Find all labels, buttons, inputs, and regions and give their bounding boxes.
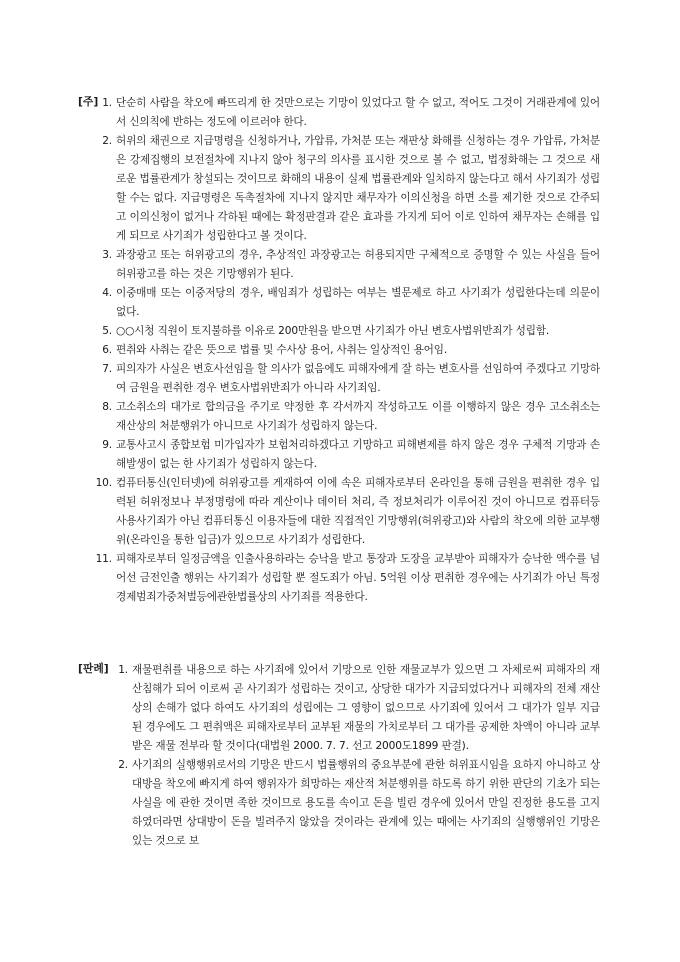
item-number: 9. [102, 439, 112, 451]
item-text: 과장광고 또는 허위광고의 경우, 추상적인 과장광고는 허용되지만 구체적으로 증명할 수 있는 사실을 들어 허위광고를 하는 것은 기망행위가 된다. [116, 249, 600, 280]
item-number: 1. [118, 664, 128, 676]
note-item [78, 550, 600, 607]
item-text: 컴퓨터통신(인터넷)에 허위광고를 게재하여 이에 속은 피해자로부터 온라인을 통해 금원을 편취한 경우 입력된 허위정보나 부정명령에 따라 계산이나 데이터 처리, 즉 정보처리가 이루어진 것이 아니므로 컴퓨터등사용사기죄가 아닌 컴퓨터통신 이용자들에 대한 직접적인 기망행위(허위광고)와 사람의 착오에 의한 교부행위(온라인을 통한 입금)가 있으므로 사기죄가 성립한다. [116, 477, 600, 546]
notes-list [78, 94, 600, 607]
item-text: 피해자로부터 일정금액을 인출사용하라는 승낙을 받고 통장과 도장을 교부받아 피해자가 승낙한 액수를 넘어선 금전인출 행위는 사기죄가 성립할 뿐 절도죄가 아님. 5억원 이상 편취한 경우에는 사기죄가 아닌 특정경제범죄가중처벌등에관한법률상의 사기죄를 적용한다. [116, 553, 600, 603]
case-item [78, 661, 600, 756]
item-number: 4. [102, 287, 112, 299]
notes-tag: [주] [78, 95, 99, 108]
note-item [78, 398, 600, 436]
note-item [78, 474, 600, 550]
notes-section [78, 94, 600, 607]
note-item [78, 132, 600, 246]
item-number: 3. [102, 249, 112, 261]
item-text: 사기죄의 실행행위로서의 기망은 반드시 법률행위의 중요부분에 관한 허위표시임을 요하지 아니하고 상대방을 착오에 빠지게 하여 행위자가 희망하는 재산적 처분행위를 하도록 하기 위한 판단의 기초가 되는 사실을 에 관한 것이면 족한 것이므로 용도를 속이고 돈을 빌린 경우에 있어서 만일 진정한 용도를 고지하였더라면 상대방이 돈을 빌려주지 않았을 것이라는 관계에 있는 때에는 사기죄의 실행행위인 기망은 있는 것으로 보 [132, 759, 600, 847]
item-number: 2. [102, 135, 112, 147]
item-number: 5. [102, 325, 112, 337]
item-number: 11. [95, 553, 112, 565]
cases-list [78, 661, 600, 851]
cases-tag: [판례] [78, 662, 109, 675]
note-item [78, 284, 600, 322]
item-text: 교통사고시 종합보험 미가입자가 보험처리하겠다고 기망하고 피해변제를 하지 않은 경우 구체적 기망과 손해발생이 없는 한 사기죄가 성립하지 않는다. [116, 439, 600, 470]
note-item [78, 246, 600, 284]
item-number: 10. [95, 477, 112, 489]
note-item [78, 360, 600, 398]
cases-section [78, 661, 600, 851]
item-text: 피의자가 사실은 변호사선임을 할 의사가 없음에도 피해자에게 잘 하는 변호사를 선임하여 주겠다고 기망하여 금원을 편취한 경우 변호사법위반죄가 아니라 사기죄임. [116, 363, 600, 394]
case-item [78, 756, 600, 851]
item-number: 1. [102, 97, 112, 109]
item-number: 2. [118, 759, 128, 771]
item-text: ○○시청 직원이 토지불하를 이유로 200만원을 받으면 사기죄가 아닌 변호사법위반죄가 성립함. [116, 325, 550, 337]
item-number: 7. [102, 363, 112, 375]
item-number: 6. [102, 344, 112, 356]
item-text: 편취와 사취는 같은 뜻으로 법률 및 수사상 용어, 사취는 일상적인 용어임. [116, 344, 448, 356]
item-text: 단순히 사람을 착오에 빠뜨리게 한 것만으로는 기망이 있었다고 할 수 없고, 적어도 그것이 거래관계에 있어서 신의칙에 반하는 정도에 이르러야 한다. [116, 97, 600, 128]
note-item [78, 436, 600, 474]
note-item [78, 94, 600, 132]
item-text: 고소취소의 대가로 합의금을 주기로 약정한 후 각서까지 작성하고도 이를 이행하지 않은 경우 고소취소는 재산상의 처분행위가 아니므로 사기죄가 성립하지 않는다. [116, 401, 600, 432]
item-text: 이중매매 또는 이중저당의 경우, 배임죄가 성립하는 여부는 별문제로 하고 사기죄가 성립한다는데 의문이 없다. [116, 287, 600, 318]
note-item [78, 341, 600, 360]
item-text: 허위의 채권으로 지급명령을 신청하거나, 가압류, 가처분 또는 재판상 화해를 신청하는 경우 가압류, 가처분은 강제집행의 보전절차에 지나지 않아 청구의 의사를 표시한 것으로 볼 수 없고, 법정화해는 그 것으로 새로운 법률관계가 창설되는 것이므로 화해의 내용이 실제 법률관계와 일치하지 않는다고 해서 사기죄가 성립할 수는 없다. 지급명령은 독촉절차에 지나지 않지만 채무자가 이의신청을 하면 소를 제기한 것으로 간주되고 이의신청이 없거나 각하된 때에는 확정판결과 같은 효과를 가지게 되어 이로 인하여 채무자는 손해를 입게 되므로 사기죄가 성립한다고 볼 것이다. [116, 135, 600, 242]
item-number: 8. [102, 401, 112, 413]
note-item [78, 322, 600, 341]
item-text: 재물편취를 내용으로 하는 사기죄에 있어서 기망으로 인한 재물교부가 있으면 그 자체로써 피해자의 재산침해가 되어 이로써 곧 사기죄가 성립하는 것이고, 상당한 대가가 지급되었다거나 피해자의 전체 재산상의 손해가 없다 하여도 사기죄의 성립에는 그 영향이 없으므로 사기죄에 있어서 그 대가가 일부 지급된 경우에도 그 편취액은 피해자로부터 교부된 재물의 가치로부터 그 대가를 공제한 차액이 아니라 교부받은 재물 전부라 할 것이다(대법원 2000. 7. 7. 선고 2000도1899 판결). [132, 664, 600, 752]
